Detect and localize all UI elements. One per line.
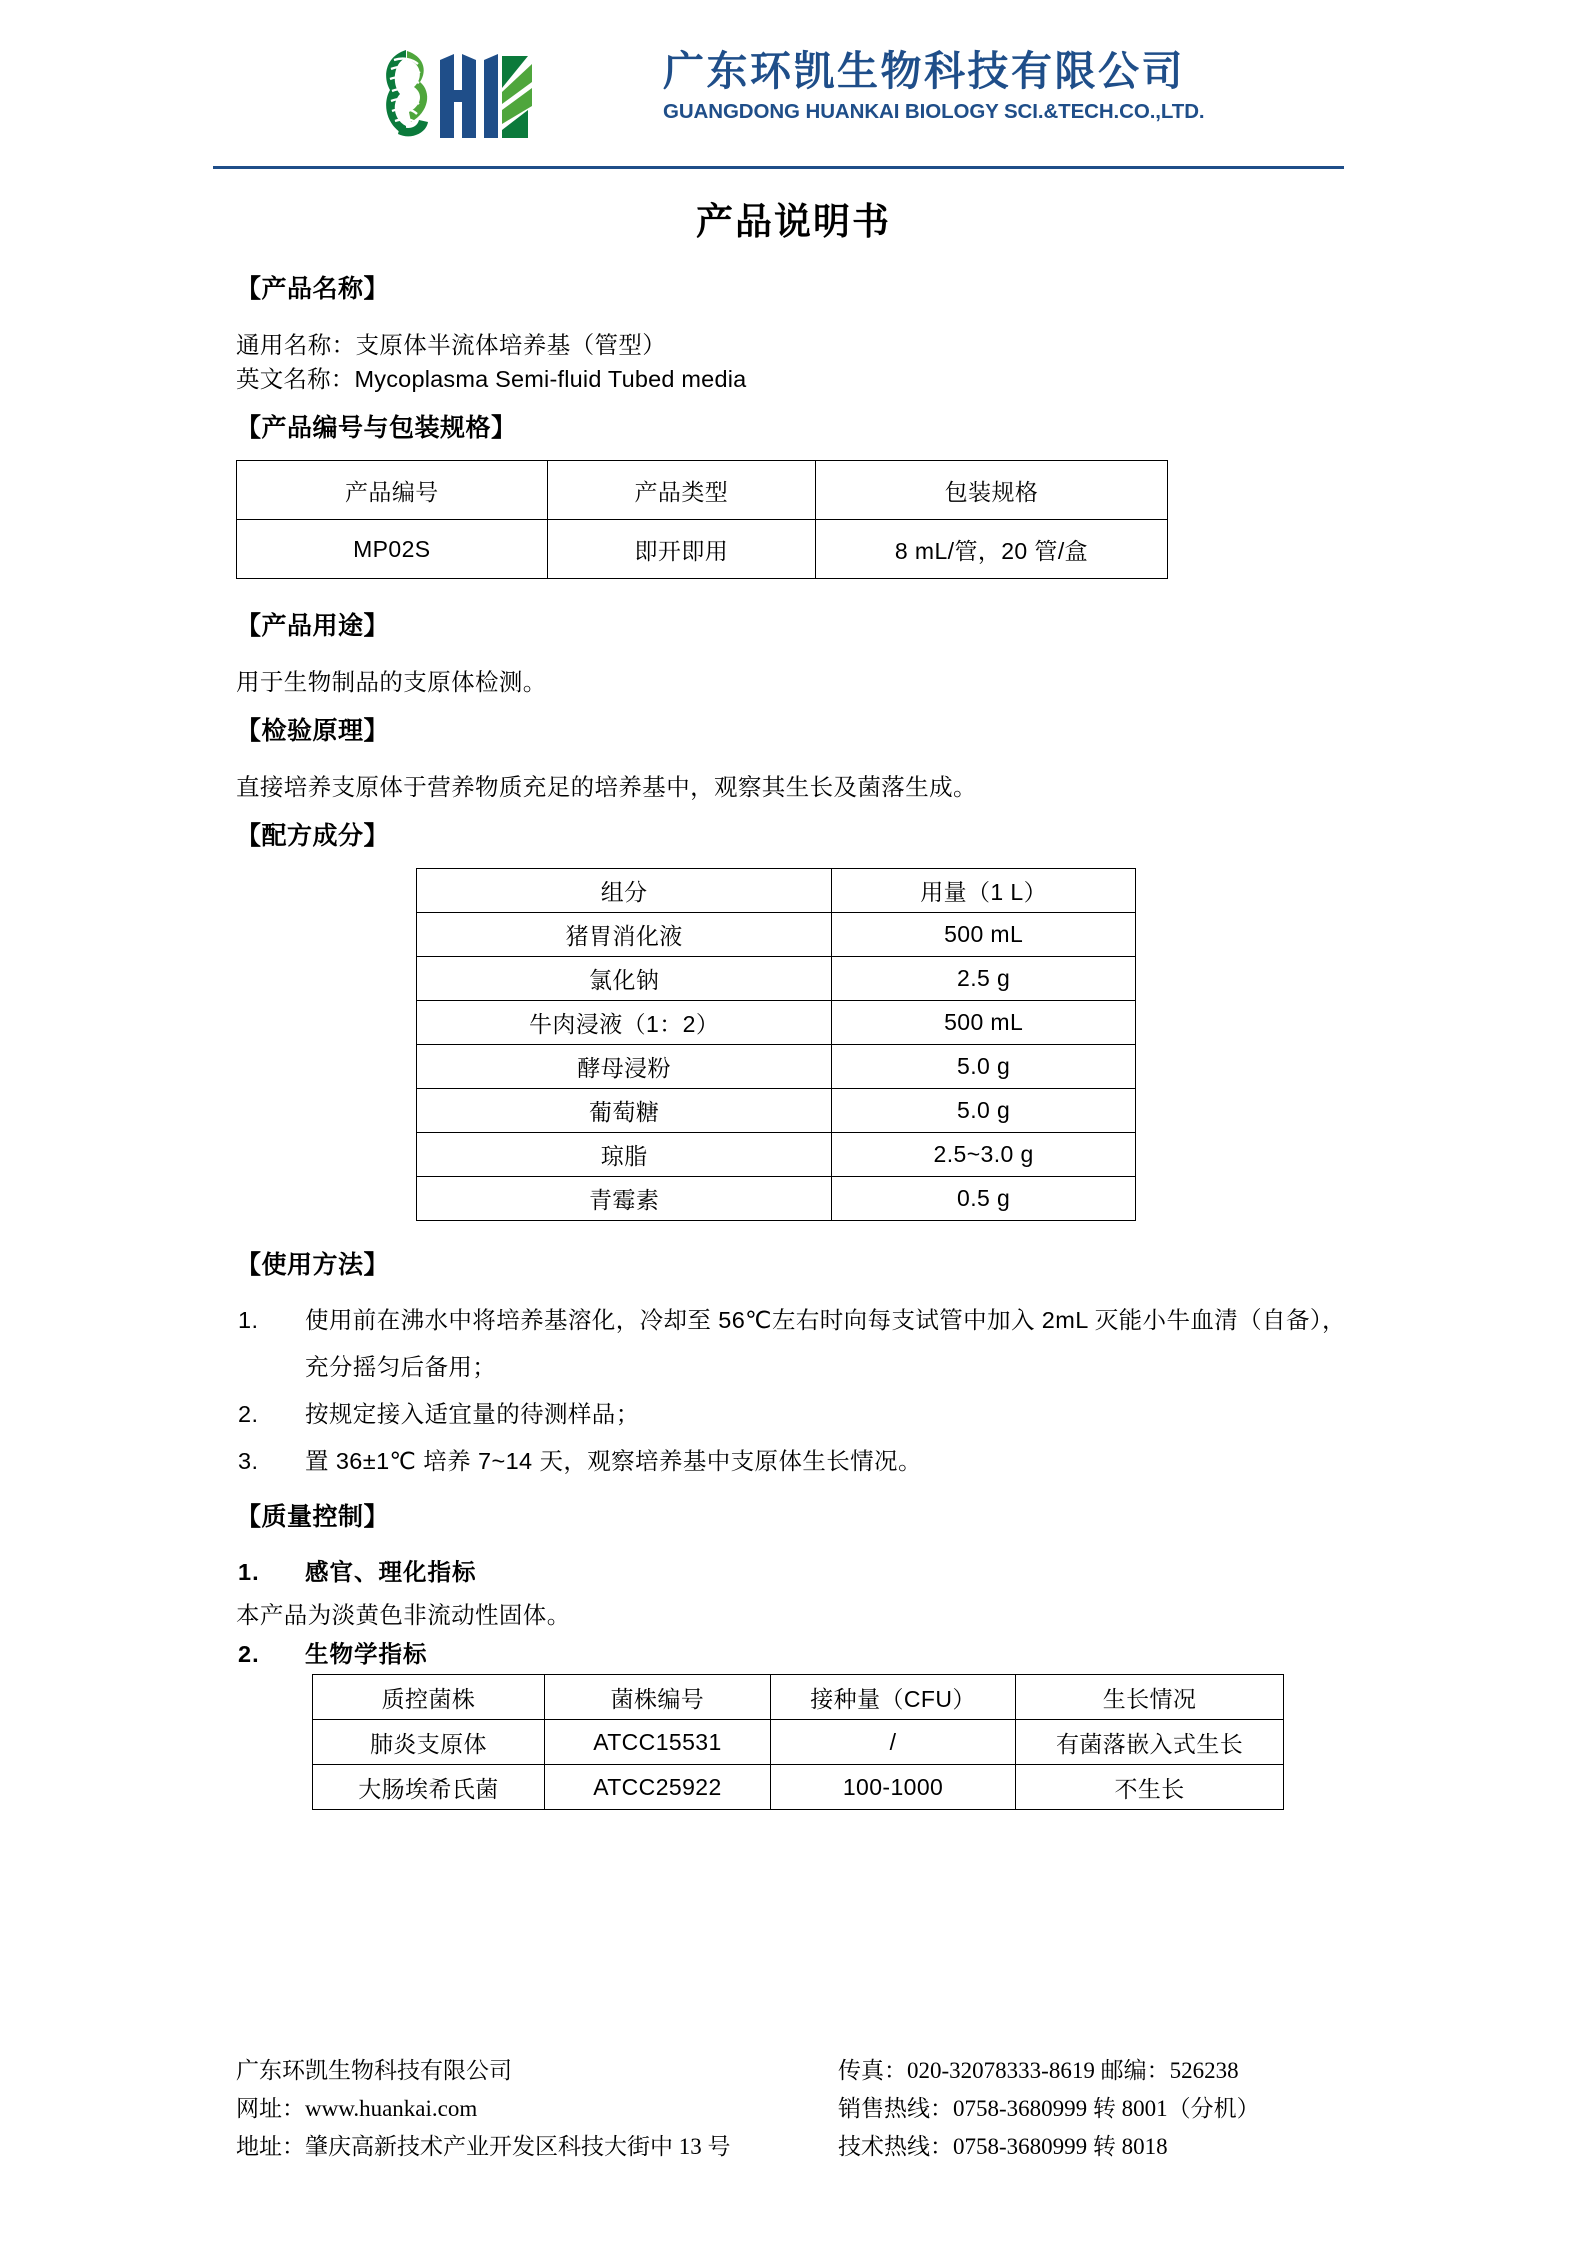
cell-strain-number: ATCC15531	[544, 1720, 770, 1765]
cell-component: 青霉素	[417, 1177, 832, 1221]
footer-sales-hotline: 销售热线：0758-3680999 转 8001（分机）	[838, 2096, 1260, 2121]
list-item-text-line1: 使用前在沸水中将培养基溶化，冷却至 56℃左右时向每支试管中加入 2mL 灭能小牛血清（自备），	[305, 1307, 1346, 1333]
method-list	[236, 1297, 1356, 1485]
cell-amount: 0.5 g	[832, 1177, 1136, 1221]
cell-growth: 有菌落嵌入式生长	[1016, 1720, 1284, 1765]
cell-product-code: MP02S	[237, 520, 548, 579]
list-item	[236, 1391, 1356, 1438]
quality-item-1-label: 感官、理化指标	[305, 1559, 477, 1585]
section-heading-product-name: 【产品名称】	[236, 275, 390, 303]
page-title: 产品说明书	[696, 201, 891, 242]
cell-product-type: 即开即用	[547, 520, 815, 579]
english-name-label: 英文名称：	[236, 366, 355, 392]
cell-inoculum: /	[770, 1720, 1015, 1765]
cell-component: 酵母浸粉	[417, 1045, 832, 1089]
footer-address: 地址：肇庆高新技术产业开发区科技大街中 13 号	[236, 2134, 731, 2159]
section-heading-spec: 【产品编号与包装规格】	[236, 414, 517, 442]
column-header-package-spec: 包装规格	[815, 461, 1167, 520]
document-body	[236, 272, 1356, 1810]
footer-website: 网址：www.huankai.com	[236, 2096, 478, 2121]
column-header-product-type: 产品类型	[547, 461, 815, 520]
cell-growth: 不生长	[1016, 1765, 1284, 1810]
list-item-number: 3.	[238, 1448, 259, 1474]
quality-item-1	[236, 1549, 1356, 1596]
list-item-number: 1.	[238, 1559, 260, 1585]
document-header	[0, 0, 1587, 175]
table-row	[417, 1133, 1136, 1177]
header-divider	[213, 166, 1344, 169]
table-row	[417, 1177, 1136, 1221]
cell-amount: 2.5~3.0 g	[832, 1133, 1136, 1177]
table-row	[417, 1001, 1136, 1045]
column-header-component: 组分	[417, 869, 832, 913]
list-item-number: 2.	[238, 1641, 260, 1667]
cell-package-spec: 8 mL/管，20 管/盒	[815, 520, 1167, 579]
list-item-text-line1: 置 36±1℃ 培养 7~14 天，观察培养基中支原体生长情况。	[305, 1448, 922, 1474]
section-heading-quality: 【质量控制】	[236, 1503, 390, 1531]
column-header-qc-strain: 质控菌株	[313, 1675, 545, 1720]
quality-control-table	[312, 1674, 1284, 1810]
section-heading-method: 【使用方法】	[236, 1251, 390, 1279]
table-row	[417, 1045, 1136, 1089]
formula-table	[416, 868, 1136, 1221]
quality-item-2	[236, 1634, 1356, 1674]
footer-tech-hotline: 技术热线：0758-3680999 转 8018	[838, 2134, 1168, 2159]
company-name-cn: 广东环凯生物科技有限公司	[663, 48, 1185, 94]
quality-item-2-label: 生物学指标	[305, 1641, 428, 1667]
table-header-row	[417, 869, 1136, 913]
footer-company-name: 广东环凯生物科技有限公司	[236, 2058, 512, 2083]
cell-inoculum: 100-1000	[770, 1765, 1015, 1810]
table-row	[417, 1089, 1136, 1133]
column-header-amount: 用量（1 L）	[832, 869, 1136, 913]
cell-component: 葡萄糖	[417, 1089, 832, 1133]
section-heading-formula: 【配方成分】	[236, 822, 390, 850]
cell-strain-number: ATCC25922	[544, 1765, 770, 1810]
list-item	[236, 1438, 1356, 1485]
cell-component: 牛肉浸液（1：2）	[417, 1001, 832, 1045]
cell-component: 琼脂	[417, 1133, 832, 1177]
table-row	[417, 957, 1136, 1001]
list-item-text-line2: 充分摇匀后备用；	[305, 1354, 497, 1380]
column-header-product-code: 产品编号	[237, 461, 548, 520]
english-name-row	[236, 362, 1356, 396]
generic-name-row	[236, 328, 1356, 362]
column-header-strain-number: 菌株编号	[544, 1675, 770, 1720]
section-heading-purpose: 【产品用途】	[236, 612, 390, 640]
table-row	[417, 913, 1136, 957]
cell-component: 猪胃消化液	[417, 913, 832, 957]
list-item-number: 1.	[238, 1307, 259, 1333]
list-item-text-line1: 按规定接入适宜量的待测样品；	[305, 1401, 640, 1427]
english-name-value: Mycoplasma Semi-fluid Tubed media	[354, 366, 747, 392]
table-row	[313, 1765, 1284, 1810]
table-row	[237, 520, 1168, 579]
purpose-text: 用于生物制品的支原体检测。	[236, 669, 547, 695]
cell-qc-strain: 大肠埃希氏菌	[313, 1765, 545, 1810]
table-header-row	[313, 1675, 1284, 1720]
generic-name-label: 通用名称：	[236, 332, 356, 358]
bhk-dna-leaf-logo-icon	[376, 42, 546, 142]
column-header-inoculum: 接种量（CFU）	[770, 1675, 1015, 1720]
column-header-growth: 生长情况	[1016, 1675, 1284, 1720]
footer-fax-zip: 传真：020-32078333-8619 邮编：526238	[838, 2058, 1239, 2083]
list-item-number: 2.	[238, 1401, 259, 1427]
company-name-en: GUANGDONG HUANKAI BIOLOGY SCI.&TECH.CO.,LTD.	[663, 100, 1205, 123]
product-spec-table	[236, 460, 1168, 579]
company-identity	[663, 46, 1363, 125]
cell-qc-strain: 肺炎支原体	[313, 1720, 545, 1765]
quality-item-1-text: 本产品为淡黄色非流动性固体。	[236, 1602, 571, 1628]
generic-name-value: 支原体半流体培养基（管型）	[355, 332, 667, 358]
cell-amount: 500 mL	[832, 1001, 1136, 1045]
table-row	[313, 1720, 1284, 1765]
footer-left-column	[236, 2052, 836, 2166]
cell-amount: 5.0 g	[832, 1045, 1136, 1089]
footer-right-column	[838, 2052, 1366, 2166]
cell-amount: 500 mL	[832, 913, 1136, 957]
cell-amount: 5.0 g	[832, 1089, 1136, 1133]
section-heading-principle: 【检验原理】	[236, 717, 390, 745]
list-item	[236, 1297, 1356, 1391]
cell-amount: 2.5 g	[832, 957, 1136, 1001]
cell-component: 氯化钠	[417, 957, 832, 1001]
table-header-row	[237, 461, 1168, 520]
principle-text: 直接培养支原体于营养物质充足的培养基中，观察其生长及菌落生成。	[236, 774, 977, 800]
